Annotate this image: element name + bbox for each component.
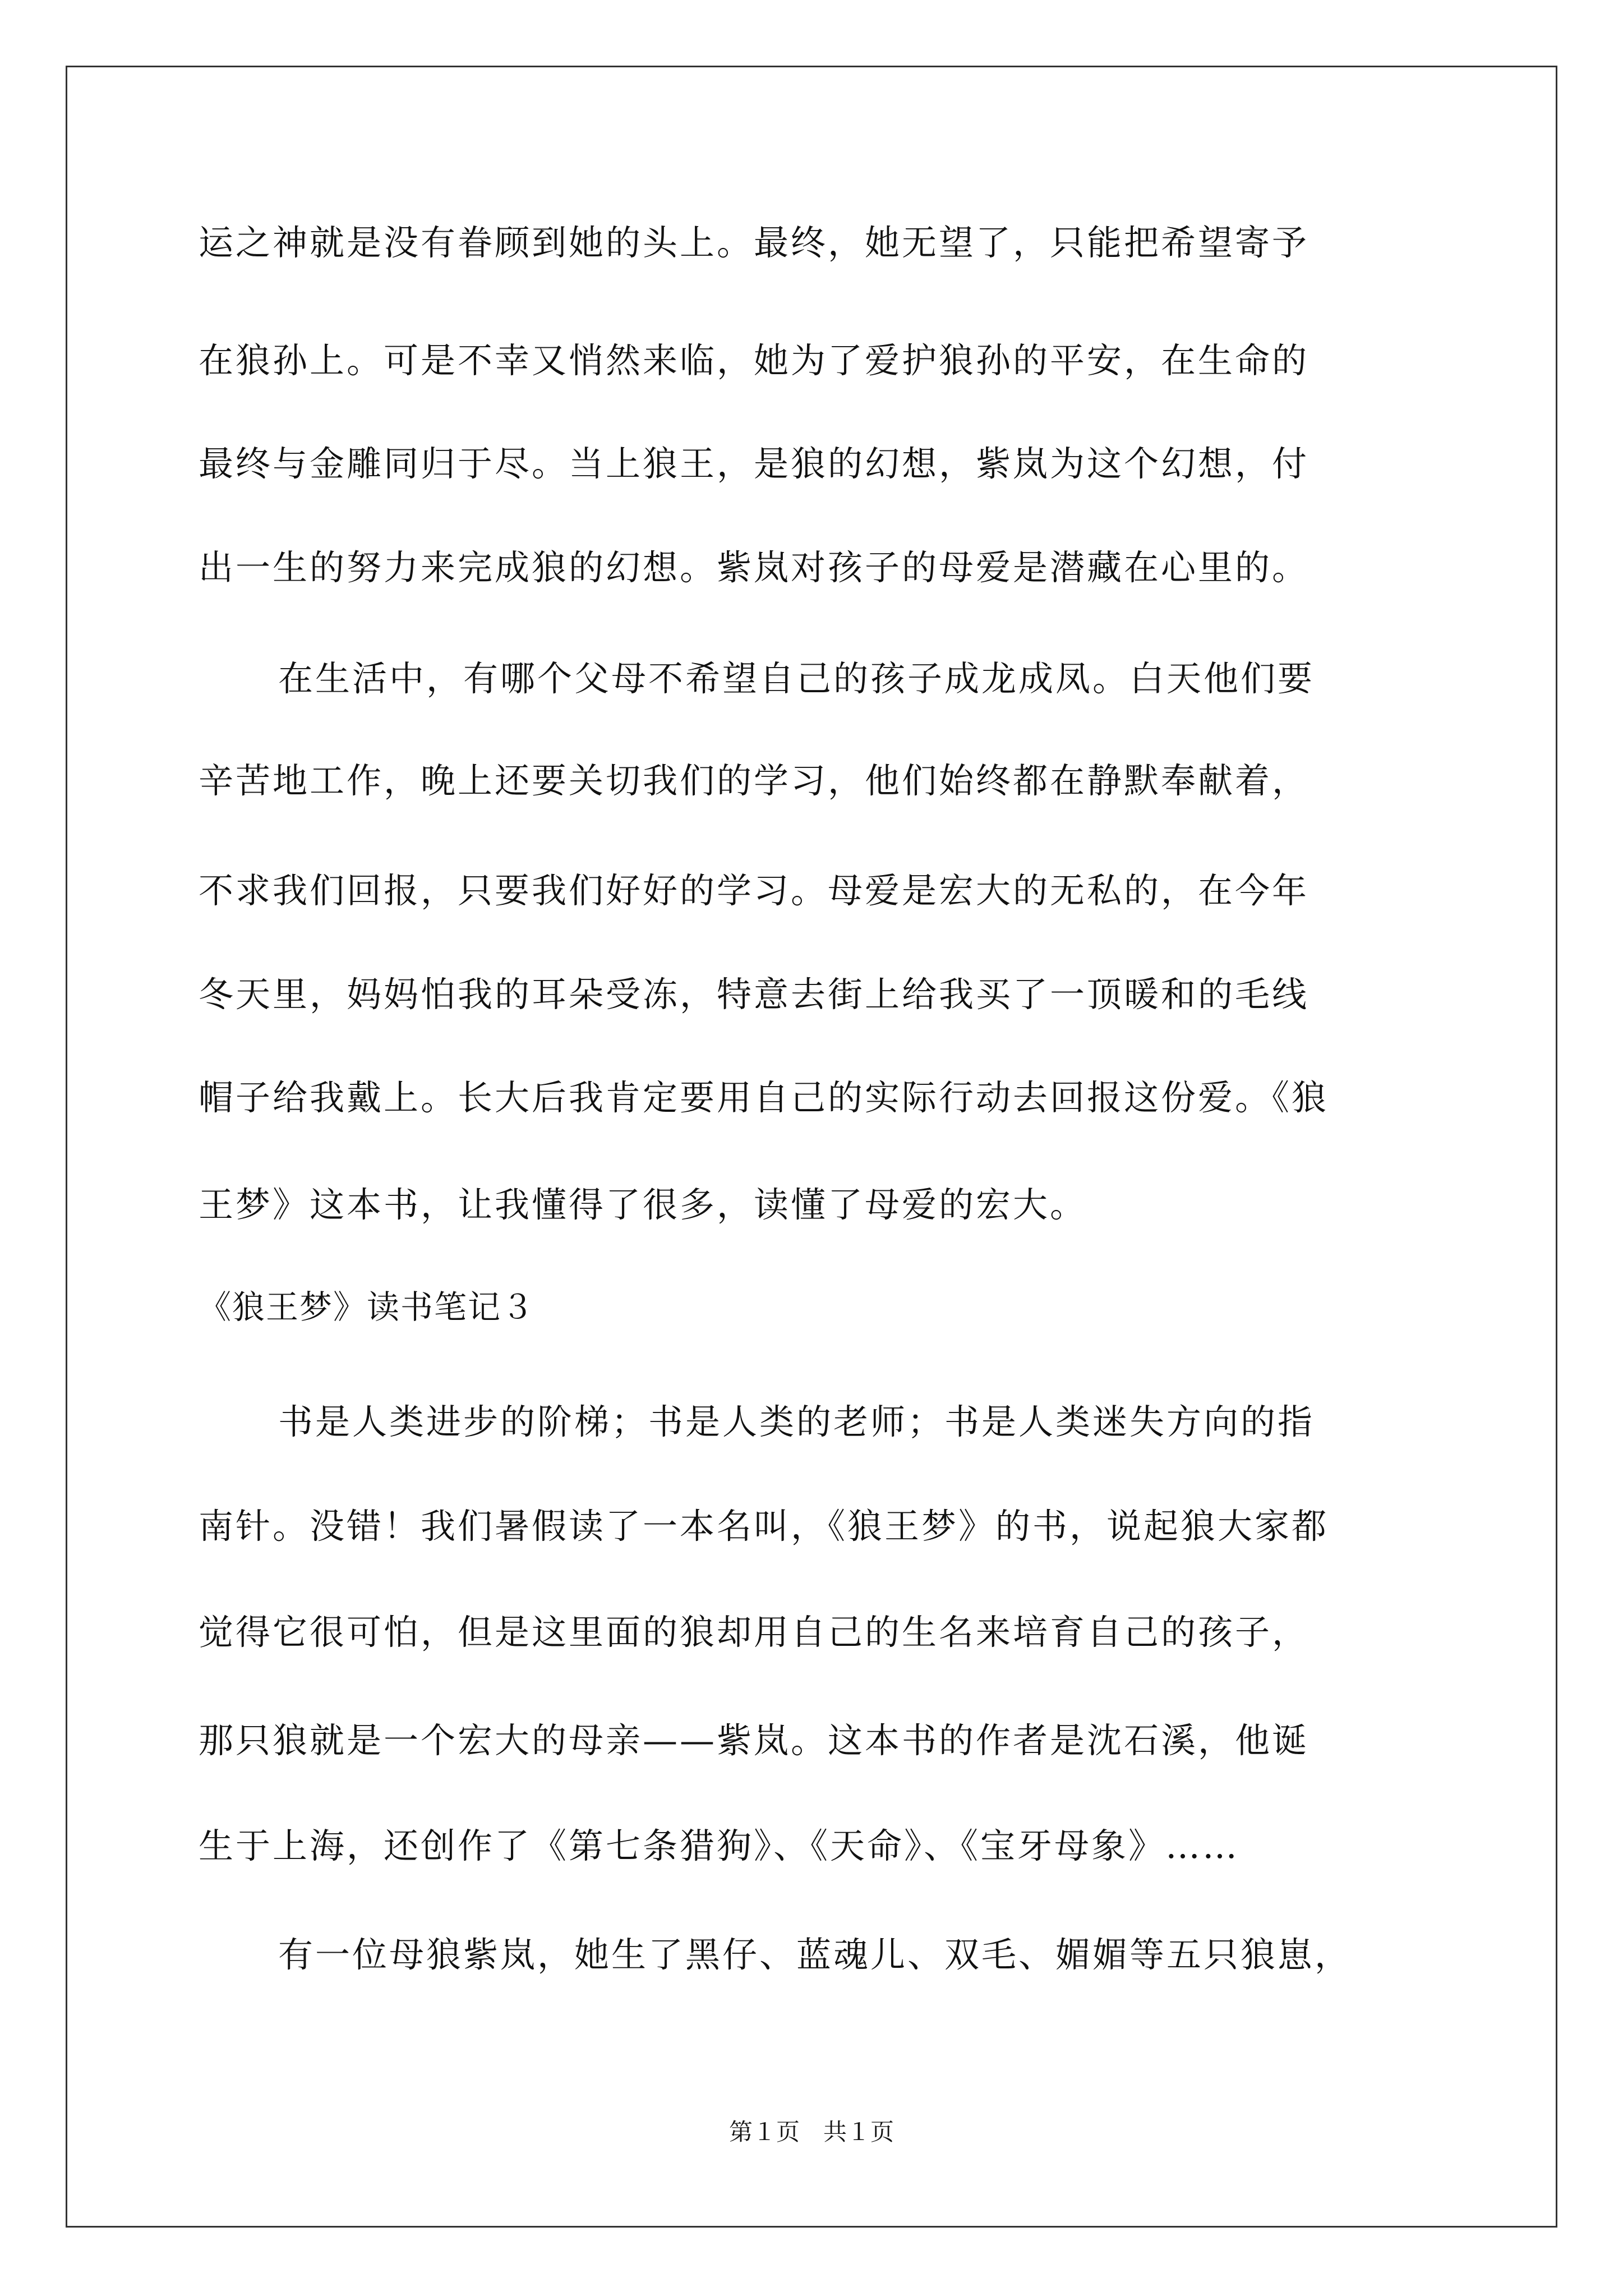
page-footer: 第１页 共１页 xyxy=(728,2118,894,2146)
paragraph-line: 觉得它很可怕，但是这里面的狼却用自己的生名来培育自己的孩子， xyxy=(199,1612,1310,1653)
paragraph-line: 生于上海，还创作了《第七条猎狗》、《天命》、《宝牙母象》…… xyxy=(199,1825,1240,1866)
paragraph-line: 辛苦地工作，晚上还要关切我们的学习，他们始终都在静默奉献着， xyxy=(199,760,1310,801)
paragraph-line: 冬天里，妈妈怕我的耳朵受冻，特意去街上给我买了一顶暖和的毛线 xyxy=(199,974,1310,1015)
page-border xyxy=(66,66,1557,2228)
paragraph-line: 运之神就是没有眷顾到她的头上。最终，她无望了，只能把希望寄予 xyxy=(199,222,1310,263)
paragraph-line: 王梦》这本书，让我懂得了很多，读懂了母爱的宏大。 xyxy=(199,1184,1087,1225)
paragraph-line: 在生活中，有哪个父母不希望自己的孩子成龙成凤。白天他们要 xyxy=(278,658,1315,699)
section-heading: 《狼王梦》读书笔记３ xyxy=(199,1288,536,1326)
paragraph-line: 出一生的努力来完成狼的幻想。紫岚对孩子的母爱是潜藏在心里的。 xyxy=(199,547,1310,588)
paragraph-line: 最终与金雕同归于尽。当上狼王，是狼的幻想，紫岚为这个幻想，付 xyxy=(199,443,1310,484)
paragraph-line: 书是人类进步的阶梯；书是人类的老师；书是人类迷失方向的指 xyxy=(278,1401,1315,1442)
paragraph-line: 在狼孙上。可是不幸又悄然来临，她为了爱护狼孙的平安，在生命的 xyxy=(199,340,1310,381)
paragraph-line: 南针。没错！我们暑假读了一本名叫，《狼王梦》的书，说起狼大家都 xyxy=(199,1506,1329,1547)
paragraph-line: 有一位母狼紫岚，她生了黑仔、蓝魂儿、双毛、媚媚等五只狼崽， xyxy=(278,1934,1352,1975)
paragraph-line: 不求我们回报，只要我们好好的学习。母爱是宏大的无私的，在今年 xyxy=(199,870,1310,911)
paragraph-line: 那只狼就是一个宏大的母亲——紫岚。这本书的作者是沈石溪，他诞 xyxy=(199,1720,1310,1761)
paragraph-line: 帽子给我戴上。长大后我肯定要用自己的实际行动去回报这份爱。《狼 xyxy=(199,1077,1329,1118)
